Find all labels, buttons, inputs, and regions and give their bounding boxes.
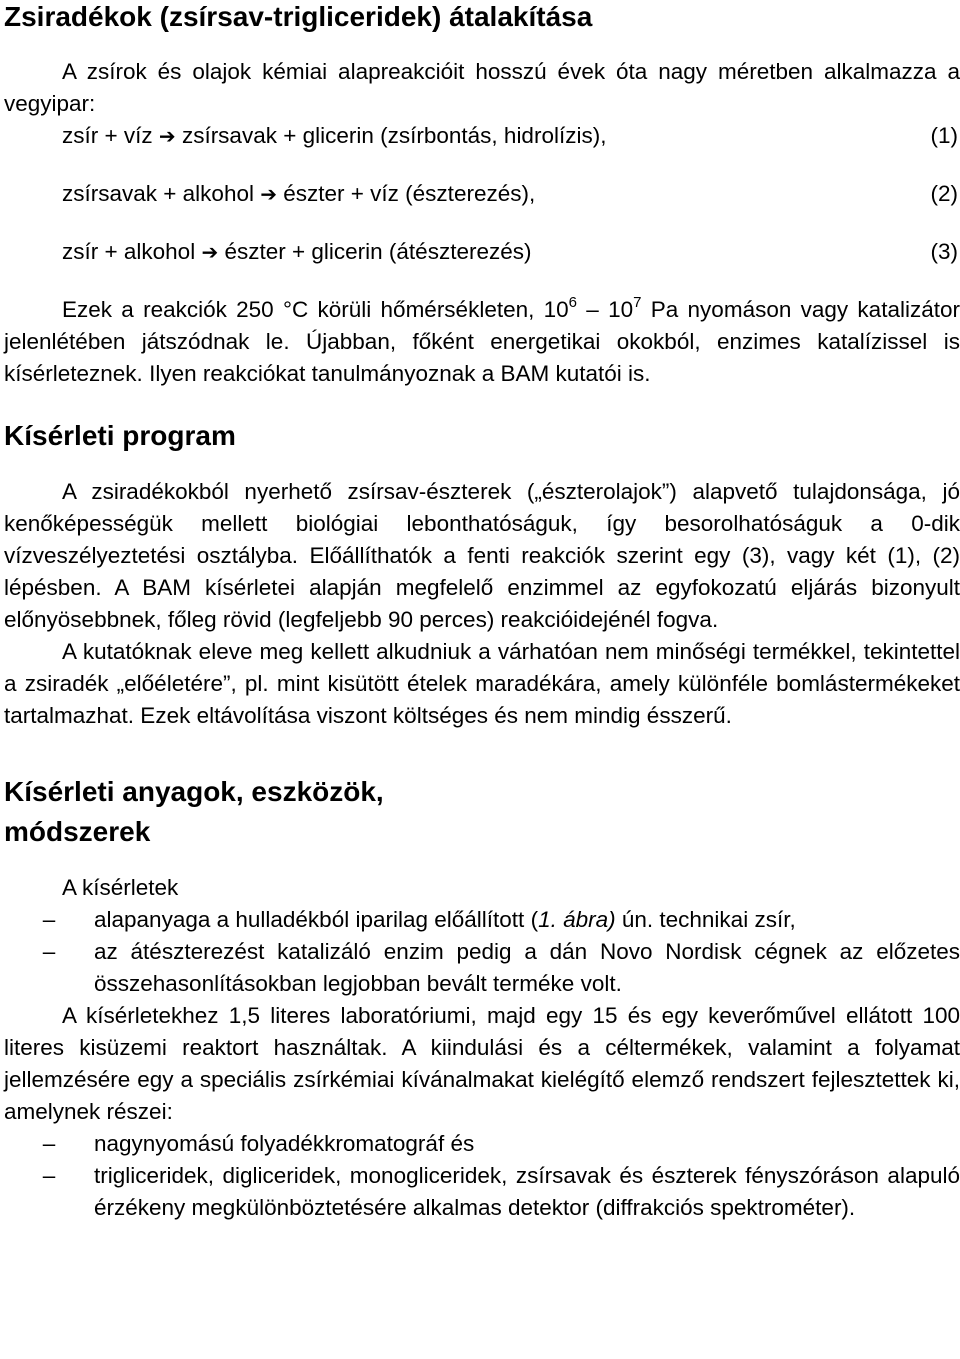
materials-lead: A kísérletek [62,875,179,900]
equation-number: (3) [930,239,958,264]
reaction-conditions-paragraph: Ezek a reakciók 250 °C körüli hőmérsékleten, $10^6 - 10^7$ Pa nyomáson vagy katalizátor jelenlétében játszódnak le. Újabban, főként energetikai okokból, enzimes katalízissel is kísérleteznek. Ilyen reakciókat tanulmányoznak a BAM kutatói is. [4,294,960,386]
program-paragraph-1: A zsiradékokból nyerhető zsírsav-észterek („észterolajok”) alapvető tulajdonsága, jó kenőképességük mellett biológiai lebonthatóságuk, így besorolhatóságuk a 0-dik vízveszélyeztetési osztályba. Előállíthatók a fenti reakciók szerint egy (3), vagy két (1), (2) lépésben. A BAM kísérletei alapján megfelelő enzimmel az egyfokozatú eljárás bizonyult előnyösebbnek, főleg rövid (legfeljebb 90 perces) reakcióidejénél fogva. [4,479,960,632]
program-paragraph-2: A kutatóknak eleve meg kellett alkudniuk a várhatóan nem minőségi termékkel, tekintettel a zsiradék „előéletére”, pl. mint kisütött ételek maradékára, amely különféle bomlástermékeket tartalmazhat. Ezek eltávolítása viszont költséges és nem mindig ésszerű. [4,639,960,728]
equation-3 [4,236,960,294]
arrow-right-icon: ➔ [158,126,176,148]
list-item: – alapanyaga a hulladékból iparilag előállított (1. ábra) ún. technikai zsír, [4,904,960,936]
dash-bullet-icon: – [42,1131,56,1156]
analysis-system-list [4,1128,960,1224]
list-item: – az átészterezést katalizáló enzim pedig a dán Novo Nordisk cégnek az előzetes összehasonlításokban legjobban bevált terméke volt. [4,936,960,1000]
equation-1 [4,120,960,178]
dash-bullet-icon: – [42,907,56,932]
list-item: – nagynyomású folyadékkromatográf és [4,1128,960,1160]
section-heading-materials: Kísérleti anyagok, eszközök, módszerek [4,776,384,847]
equation-right: észter + víz (észterezés), [283,181,536,206]
equation-right: észter + glicerin (átészterezés) [224,239,532,264]
list-item: – trigliceridek, digliceridek, monogliceridek, zsírsavak és észterek fényszóráson alapuló érzékeny megkülönböztetésére alkalmas detektor (diffrakciós spektrométer). [4,1160,960,1224]
equation-number: (2) [930,181,958,206]
dash-bullet-icon: – [42,1163,56,1188]
equation-number: (1) [930,123,958,148]
equation-left: zsír + alkohol [62,239,196,264]
page-title: Zsiradékok (zsírsav-trigliceridek) átalakítása [4,1,593,32]
equation-2 [4,178,960,236]
dash-bullet-icon: – [42,939,56,964]
arrow-right-icon: ➔ [201,242,219,264]
intro-paragraph: A zsírok és olajok kémiai alapreakcióit hosszú évek óta nagy méretben alkalmazza a vegyipar: [4,59,960,116]
materials-paragraph: A kísérletekhez 1,5 literes laboratóriumi, majd egy 15 és egy keverőművel ellátott 100 literes kisüzemi reaktort használtak. A kiindulási és a céltermékek, valamint a folyamat jellemzésére egy a speciális zsírkémiai kívánalmakat kielégítő elemző rendszert fejlesztettek ki, amelynek részei: [4,1003,960,1124]
materials-list [4,904,960,1000]
arrow-right-icon: ➔ [260,184,277,206]
section-heading-program: Kísérleti program [4,420,236,451]
equation-right: zsírsavak + glicerin (zsírbontás, hidrolízis), [181,123,607,148]
equation-left: zsírsavak + alkohol [62,181,254,206]
equation-list [4,120,960,294]
equation-left: zsír + víz [62,123,153,148]
